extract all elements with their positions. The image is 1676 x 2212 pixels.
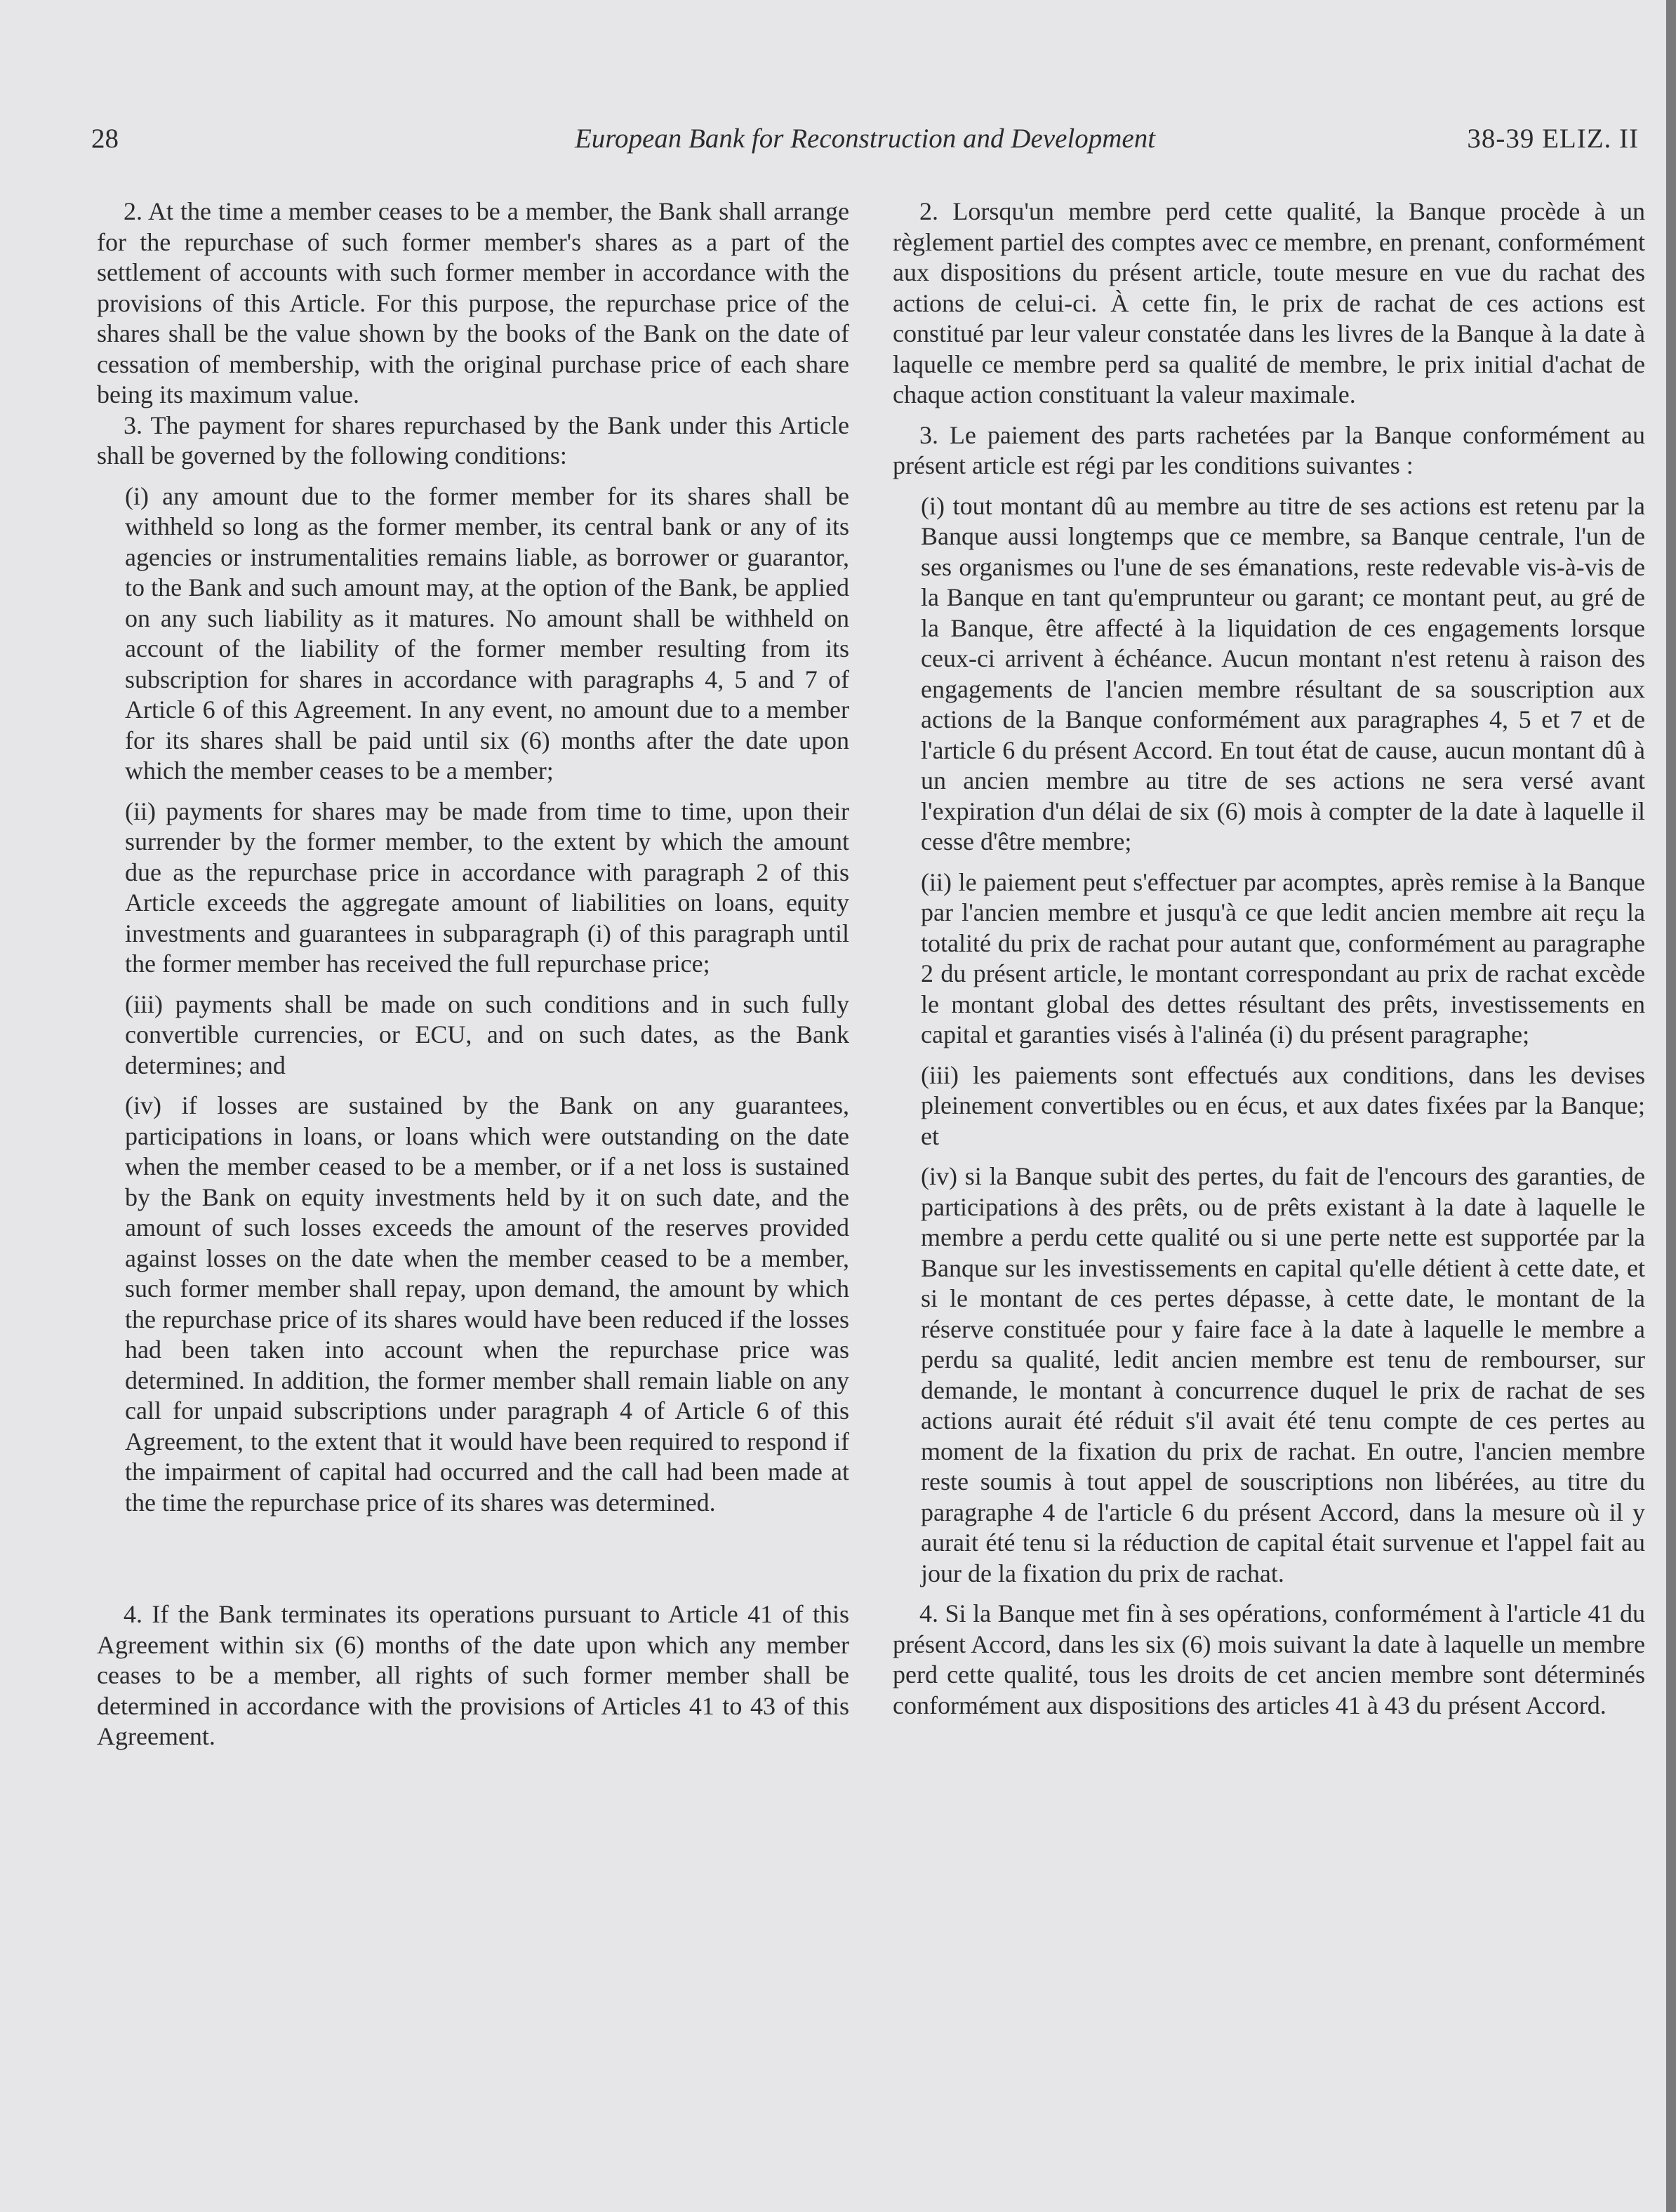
en-paragraph-4: 4. If the Bank terminates its operations pursuant to Article 41 of this Agreement within six (6) months of the date upon which any member ceases to be a member, all rights of such former member shall be determined in accordance with the provisions of Articles 41 to 43 of this Agreement.	[97, 1600, 849, 1750]
fr-item-i: (i) tout montant dû au membre au titre de ses actions est retenu par la Banque aussi longtemps que ce membre, sa Banque centrale, l'un de ses organismes ou l'une de ses émanations, reste redevable vis-à-vis de la Banque en tant qu'emprunteur ou garant; ce montant peut, au gré de la Banque, être affecté à la liquidation de ces engagements lorsque ceux-ci arrivent à échéance. Aucun montant n'est retenu à raison des engagements de l'ancien membre résultant de sa souscription aux actions de la Banque conformément aux paragraphes 4, 5 et 7 et de l'article 6 du présent Accord. En tout état de cause, aucun montant dû à un ancien membre au titre de ses actions ne sera versé avant l'expiration d'un délai de six (6) mois à compter de la date à laquelle il cesse d'être membre;	[921, 491, 1645, 855]
en-paragraph-2: 2. At the time a member ceases to be a member, the Bank shall arrange for the repurchase of such former member's shares as a part of the settlement of accounts with such former member in accordance with the provisions of this Article. For this purpose, the repurchase price of the shares shall be the value shown by the books of the Bank on the date of cessation of membership, with the original purchase price of each share being its maximum value.	[97, 197, 849, 408]
running-title: European Bank for Reconstruction and Development	[574, 124, 1156, 154]
statute-reference: 38-39 ELIZ. II	[1467, 124, 1639, 154]
en-item-i: (i) any amount due to the former member for its shares shall be withheld so long as the former member, its central bank or any of its agencies or instrumentalities remains liable, as borrower or guarantor, to the Bank and such amount may, at the option of the Bank, be applied on any such liability as it matures. No amount shall be withheld on account of the liability of the former member resulting from its subscription for shares in accordance with paragraphs 4, 5 and 7 of Article 6 of this Agreement. In any event, no amount due to a member for its shares shall be paid until six (6) months after the date upon which the member ceases to be a member;	[125, 481, 849, 785]
page-number: 28	[91, 124, 119, 154]
en-paragraph-3: 3. The payment for shares repurchased by the Bank under this Article shall be governed by the following conditions:	[97, 411, 849, 469]
en-item-ii: (ii) payments for shares may be made from time to time, upon their surrender by the former member, to the extent by which the amount due as the repurchase price in accordance with paragraph 2 of this Article exceeds the aggregate amount of liabilities on loans, equity investments and guarantees in subparagraph (i) of this paragraph until the former member has received the full repurchase price;	[125, 797, 849, 978]
french-column	[893, 196, 1645, 1721]
en-item-iv: (iv) if losses are sustained by the Bank on any guarantees, participations in loans, or loans which were outstanding on the date when the member ceased to be a member, or if a net loss is sustained by the Bank on equity investments held by it on such date, and the amount of such losses exceeds the amount of the reserves provided against losses on the date when the member ceased to be a member, such former member shall repay, upon demand, the amount by which the repurchase price of its shares would have been reduced if the losses had been taken into account when the repurchase price was determined. In addition, the former member shall remain liable on any call for unpaid subscriptions under paragraph 4 of Article 6 of this Agreement, to the extent that it would have been required to respond if the impairment of capital had occurred and the call had been made at the time the repurchase price of its shares was determined.	[125, 1091, 849, 1517]
page-header	[91, 118, 1639, 160]
fr-paragraph-4: 4. Si la Banque met fin à ses opérations, conformément à l'article 41 du présent Accord, dans les six (6) mois suivant la date à laquelle un membre perd cette qualité, tous les droits de cet ancien membre sont déterminés conformément aux dispositions des articles 41 à 43 du présent Accord.	[893, 1599, 1645, 1719]
fr-paragraph-3: 3. Le paiement des parts rachetées par la Banque conformément au présent article est régi par les conditions suivantes :	[893, 420, 1645, 479]
en-item-iii: (iii) payments shall be made on such conditions and in such fully convertible currencies, or ECU, and on such dates, as the Bank determines; and	[125, 990, 849, 1079]
page-edge-shadow	[1666, 0, 1676, 2212]
fr-paragraph-2: 2. Lorsqu'un membre perd cette qualité, la Banque procède à un règlement partiel des comptes avec ce membre, en prenant, conformément aux dispositions du présent article, toute mesure en vue du rachat des actions de celui-ci. À cette fin, le prix de rachat de ces actions est constitué par leur valeur constatée dans les livres de la Banque à la date à laquelle ce membre perd sa qualité de membre, le prix initial d'achat de chaque action constituant la valeur maximale.	[893, 197, 1645, 408]
english-column	[97, 196, 849, 1752]
fr-item-iii: (iii) les paiements sont effectués aux conditions, dans les devises pleinement convertibles ou en écus, et aux dates fixées par la Banque; et	[921, 1060, 1645, 1150]
fr-item-iv: (iv) si la Banque subit des pertes, du fait de l'encours des garanties, de participations à des prêts, ou de prêts existant à la date à laquelle le membre a perdu cette qualité ou si une perte nette est supportée par la Banque sur les investissements en capital qu'elle détient à cette date, et si le montant de ces pertes dépasse, à cette date, le montant de la réserve constituée pour y faire face à la date à laquelle le membre a perdu sa qualité, ledit ancien membre est tenu de rembourser, sur demande, le montant à concurrence duquel le prix de rachat de ses actions aurait été réduit s'il avait été tenu compte de ces pertes au moment de la fixation du prix de rachat. En outre, l'ancien membre reste soumis à tout appel de souscriptions non libérées, au titre du paragraphe 4 de l'article 6 du présent Accord, dans la mesure où il y aurait été tenu si la réduction de capital était survenue et l'appel fait au jour de la fixation du prix de rachat.	[921, 1162, 1645, 1587]
fr-item-ii: (ii) le paiement peut s'effectuer par acomptes, après remise à la Banque par l'ancien membre et jusqu'à ce que ledit ancien membre ait reçu la totalité du prix de rachat pour autant que, conformément au paragraphe 2 du présent article, le montant correspondant au prix de rachat excède le montant global des dettes résultant des prêts, investissements en capital et garanties visés à l'alinéa (i) du présent paragraphe;	[921, 867, 1645, 1048]
